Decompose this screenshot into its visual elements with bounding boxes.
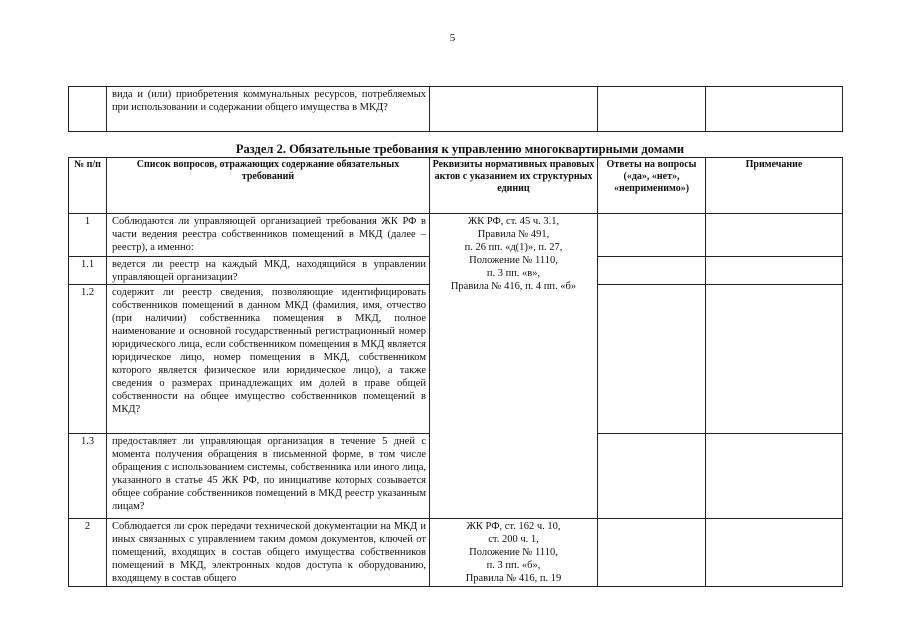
reference-cell	[430, 214, 598, 519]
reference-line: Правила № 491,	[477, 229, 550, 240]
reference-line: ЖК РФ, ст. 45 ч. 3.1,	[467, 216, 560, 227]
question-cell: вида и (или) приобретения коммунальных ресурсов, потребляемых при использовании и содержании общего имущества в МКД?	[107, 87, 430, 132]
header-questions: Список вопросов, отражающих содержание обязательных требований	[107, 158, 430, 214]
reference-line: ст. 200 ч. 1,	[488, 534, 539, 545]
header-row	[69, 158, 843, 214]
reference-line: п. 26 пп. «д(1)», п. 27,	[464, 242, 563, 253]
row-num: 1.1	[69, 257, 107, 285]
row-question: Соблюдаются ли управляющей организацией требования ЖК РФ в части ведения реестра собственников помещений в МКД (далее – реестр), а именно:	[107, 214, 430, 257]
note-cell[interactable]	[706, 87, 843, 132]
note-cell[interactable]	[706, 257, 843, 285]
reference-line: Правила № 416, п. 4 пп. «б»	[450, 281, 577, 292]
table-row	[69, 519, 843, 587]
page-number: 5	[449, 32, 456, 44]
row-question: Соблюдается ли срок передачи технической документации на МКД и иных связанных с управлением таким домом документов, ключей от помещений, входящих в состав общего имущества собственников помещений в МКД, электронных кодов доступа к оборудованию, входящему в состав общего	[107, 519, 430, 587]
header-references: Реквизиты нормативных правовых актов с указанием их структурных единиц	[430, 158, 598, 214]
note-cell[interactable]	[706, 285, 843, 434]
reference-cell	[430, 519, 598, 587]
answer-cell[interactable]	[598, 519, 706, 587]
header-notes: Примечание	[706, 158, 843, 214]
row-num: 1.2	[69, 285, 107, 434]
answer-cell[interactable]	[598, 285, 706, 434]
answer-cell[interactable]	[598, 214, 706, 257]
note-cell[interactable]	[706, 214, 843, 257]
reference-cell	[430, 87, 598, 132]
reference-line: п. 3 пп. «в»,	[486, 268, 541, 279]
reference-line: Положение № 1110,	[469, 255, 558, 266]
num-cell	[69, 87, 107, 132]
header-num: № п/п	[69, 158, 107, 214]
header-answers: Ответы на вопросы («да», «нет», «неприменимо»)	[598, 158, 706, 214]
reference-line: ЖК РФ, ст. 162 ч. 10,	[466, 521, 561, 532]
reference-line: Правила № 416, п. 19	[465, 573, 562, 584]
section-title: Раздел 2. Обязательные требования к управлению многоквартирными домами	[235, 142, 685, 156]
row-question: ведется ли реестр на каждый МКД, находящийся в управлении управляющей организации?	[107, 257, 430, 285]
table-row	[69, 87, 843, 132]
table-row	[69, 214, 843, 257]
row-num: 1	[69, 214, 107, 257]
note-cell[interactable]	[706, 519, 843, 587]
answer-cell[interactable]	[598, 434, 706, 519]
requirements-table	[68, 157, 843, 587]
reference-line: Положение № 1110,	[469, 547, 558, 558]
row-question: предоставляет ли управляющая организация в течение 5 дней с момента получения обращения в письменной форме, в том числе обращения с использованием системы, собственника или иного лица, указанного в статье 45 ЖК РФ, по инициативе которых созывается общее собрание собственников помещений в МКД реестр указанным лицам?	[107, 434, 430, 519]
answer-cell[interactable]	[598, 87, 706, 132]
previous-page-continuation-table	[68, 86, 843, 132]
row-num: 1.3	[69, 434, 107, 519]
answer-cell[interactable]	[598, 257, 706, 285]
note-cell[interactable]	[706, 434, 843, 519]
row-num: 2	[69, 519, 107, 587]
reference-line: п. 3 пп. «б»,	[486, 560, 541, 571]
row-question: содержит ли реестр сведения, позволяющие идентифицировать собственников помещений в данном МКД (фамилия, имя, отчество (при наличии) собственника помещения в МКД, полное наименование и основной государственный регистрационный номер юридического лица, если собственником помещения в МКД является юридическое лицо, номер помещения в МКД, собственником которого является физическое или юридическое лицо), а также сведения о размерах принадлежащих им долей в праве общей собственности на общее имущество собственников помещений в МКД?	[107, 285, 430, 434]
